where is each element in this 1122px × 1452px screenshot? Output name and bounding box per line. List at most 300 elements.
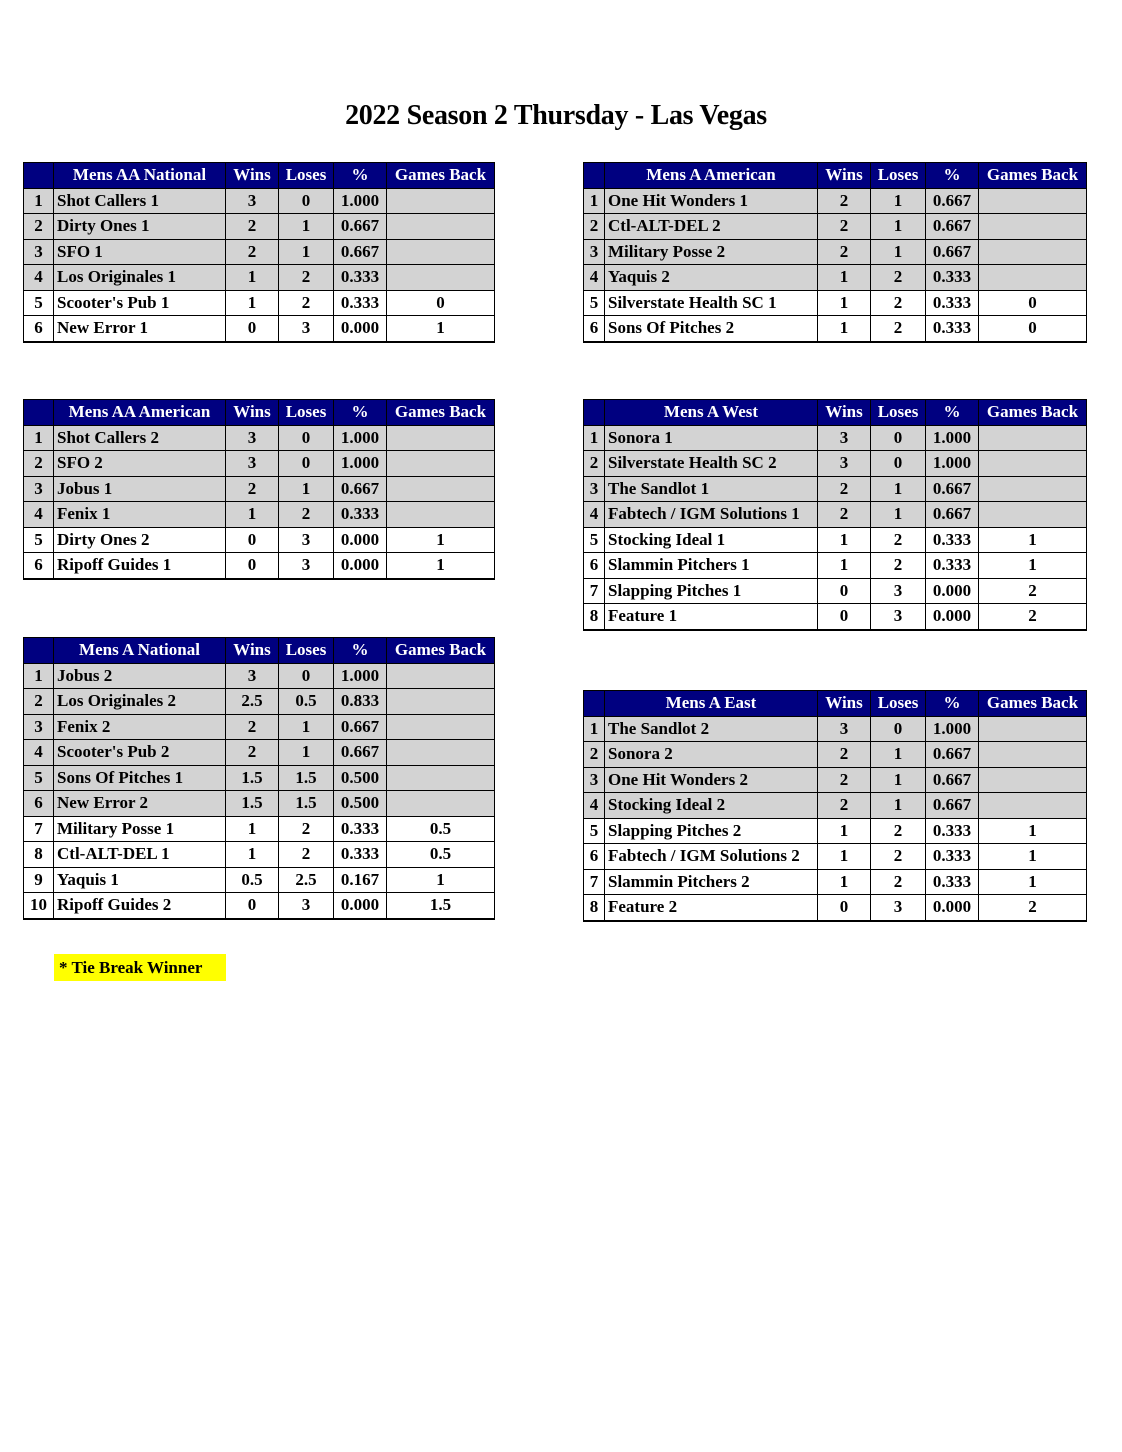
table-row xyxy=(584,451,1087,477)
rank-header xyxy=(584,163,605,189)
games-back-cell: 1 xyxy=(387,316,495,342)
team-name-cell: Ctl-ALT-DEL 1 xyxy=(54,842,226,868)
loses-cell: 2 xyxy=(871,265,926,291)
team-name-cell: Silverstate Health SC 1 xyxy=(605,290,818,316)
games-back-cell xyxy=(979,476,1087,502)
games-back-header: Games Back xyxy=(387,400,495,426)
loses-header: Loses xyxy=(279,638,334,664)
rank-cell: 10 xyxy=(24,893,54,919)
games-back-cell xyxy=(387,502,495,528)
tie-break-note: * Tie Break Winner xyxy=(54,954,226,981)
pct-cell: 0.667 xyxy=(334,239,387,265)
games-back-cell: 1 xyxy=(979,527,1087,553)
table-row xyxy=(584,742,1087,768)
table-row xyxy=(24,290,495,316)
table-row xyxy=(584,527,1087,553)
rank-cell: 7 xyxy=(584,869,605,895)
games-back-cell xyxy=(387,265,495,291)
games-back-header: Games Back xyxy=(979,691,1087,717)
table-row xyxy=(584,502,1087,528)
table-row xyxy=(24,816,495,842)
loses-cell: 2 xyxy=(279,502,334,528)
wins-cell: 1 xyxy=(818,553,871,579)
division-name: Mens A National xyxy=(54,638,226,664)
games-back-cell xyxy=(387,765,495,791)
pct-cell: 0.000 xyxy=(334,316,387,342)
loses-header: Loses xyxy=(871,691,926,717)
rank-cell: 3 xyxy=(24,476,54,502)
loses-cell: 2 xyxy=(871,316,926,342)
pct-cell: 0.000 xyxy=(926,578,979,604)
loses-cell: 1.5 xyxy=(279,791,334,817)
team-name-cell: Los Originales 2 xyxy=(54,689,226,715)
games-back-cell xyxy=(387,740,495,766)
pct-cell: 0.667 xyxy=(926,476,979,502)
table-row xyxy=(24,867,495,893)
pct-cell: 0.500 xyxy=(334,765,387,791)
wins-cell: 0 xyxy=(818,604,871,630)
wins-cell: 2 xyxy=(818,767,871,793)
loses-cell: 2 xyxy=(871,553,926,579)
table-row xyxy=(584,767,1087,793)
rank-cell: 4 xyxy=(24,502,54,528)
pct-cell: 0.000 xyxy=(334,527,387,553)
games-back-cell xyxy=(979,793,1087,819)
standings-table-mens-aa-national xyxy=(23,162,495,343)
loses-cell: 2 xyxy=(871,290,926,316)
division-name: Mens A East xyxy=(605,691,818,717)
wins-cell: 2 xyxy=(226,239,279,265)
pct-cell: 0.333 xyxy=(926,527,979,553)
wins-cell: 2 xyxy=(818,502,871,528)
loses-cell: 1 xyxy=(279,214,334,240)
pct-cell: 1.000 xyxy=(334,663,387,689)
table-row xyxy=(24,527,495,553)
page-title: 2022 Season 2 Thursday - Las Vegas xyxy=(345,100,767,131)
wins-cell: 1 xyxy=(818,527,871,553)
loses-cell: 0 xyxy=(279,663,334,689)
loses-cell: 3 xyxy=(279,527,334,553)
games-back-header: Games Back xyxy=(387,163,495,189)
pct-cell: 0.500 xyxy=(334,791,387,817)
pct-cell: 0.667 xyxy=(926,767,979,793)
wins-cell: 3 xyxy=(226,663,279,689)
loses-header: Loses xyxy=(279,400,334,426)
wins-header: Wins xyxy=(226,638,279,664)
team-name-cell: Sonora 2 xyxy=(605,742,818,768)
games-back-cell xyxy=(387,791,495,817)
team-name-cell: Silverstate Health SC 2 xyxy=(605,451,818,477)
team-name-cell: Ripoff Guides 2 xyxy=(54,893,226,919)
rank-header xyxy=(584,400,605,426)
games-back-cell: 0.5 xyxy=(387,842,495,868)
wins-cell: 3 xyxy=(226,188,279,214)
team-name-cell: Yaquis 1 xyxy=(54,867,226,893)
loses-cell: 1.5 xyxy=(279,765,334,791)
division-name: Mens A West xyxy=(605,400,818,426)
team-name-cell: Slammin Pitchers 2 xyxy=(605,869,818,895)
loses-cell: 0.5 xyxy=(279,689,334,715)
table-row xyxy=(584,290,1087,316)
wins-cell: 1 xyxy=(818,844,871,870)
rank-cell: 2 xyxy=(584,214,605,240)
games-back-cell xyxy=(979,502,1087,528)
team-name-cell: Fenix 1 xyxy=(54,502,226,528)
games-back-cell xyxy=(979,716,1087,742)
table-row xyxy=(584,793,1087,819)
table-row xyxy=(24,689,495,715)
loses-cell: 2.5 xyxy=(279,867,334,893)
table-row xyxy=(24,239,495,265)
loses-cell: 3 xyxy=(279,316,334,342)
table-row xyxy=(24,476,495,502)
games-back-cell xyxy=(387,188,495,214)
rank-cell: 2 xyxy=(24,689,54,715)
header-row xyxy=(24,400,495,426)
table-row xyxy=(584,844,1087,870)
rank-cell: 8 xyxy=(584,604,605,630)
games-back-cell xyxy=(387,425,495,451)
rank-cell: 8 xyxy=(584,895,605,921)
team-name-cell: Sons Of Pitches 2 xyxy=(605,316,818,342)
games-back-cell xyxy=(979,742,1087,768)
pct-cell: 0.333 xyxy=(926,553,979,579)
wins-cell: 3 xyxy=(818,451,871,477)
rank-header xyxy=(584,691,605,717)
games-back-cell: 1 xyxy=(979,553,1087,579)
rank-cell: 1 xyxy=(24,663,54,689)
rank-cell: 3 xyxy=(24,239,54,265)
wins-cell: 1 xyxy=(226,290,279,316)
team-name-cell: Yaquis 2 xyxy=(605,265,818,291)
rank-cell: 6 xyxy=(584,553,605,579)
wins-cell: 2 xyxy=(226,476,279,502)
wins-cell: 0 xyxy=(818,895,871,921)
pct-cell: 0.333 xyxy=(926,869,979,895)
loses-cell: 1 xyxy=(871,188,926,214)
table-row xyxy=(24,842,495,868)
loses-cell: 0 xyxy=(279,425,334,451)
table-row xyxy=(24,893,495,919)
wins-cell: 1 xyxy=(226,265,279,291)
loses-cell: 2 xyxy=(279,842,334,868)
table-row xyxy=(24,740,495,766)
wins-cell: 1 xyxy=(818,869,871,895)
team-name-cell: Feature 2 xyxy=(605,895,818,921)
loses-cell: 1 xyxy=(871,239,926,265)
wins-cell: 2 xyxy=(818,188,871,214)
team-name-cell: Ripoff Guides 1 xyxy=(54,553,226,579)
loses-cell: 2 xyxy=(279,816,334,842)
loses-cell: 1 xyxy=(279,714,334,740)
rank-cell: 6 xyxy=(584,316,605,342)
pct-cell: 1.000 xyxy=(926,451,979,477)
table-row xyxy=(584,716,1087,742)
table-row xyxy=(584,895,1087,921)
wins-cell: 1 xyxy=(226,502,279,528)
table-row xyxy=(584,476,1087,502)
games-back-cell xyxy=(979,265,1087,291)
loses-cell: 2 xyxy=(871,869,926,895)
team-name-cell: Slapping Pitches 1 xyxy=(605,578,818,604)
rank-cell: 3 xyxy=(584,239,605,265)
games-back-cell: 1 xyxy=(979,818,1087,844)
wins-cell: 1 xyxy=(226,816,279,842)
wins-cell: 0 xyxy=(818,578,871,604)
team-name-cell: Scooter's Pub 1 xyxy=(54,290,226,316)
team-name-cell: Feature 1 xyxy=(605,604,818,630)
table-row xyxy=(24,791,495,817)
loses-cell: 2 xyxy=(871,527,926,553)
team-name-cell: Los Originales 1 xyxy=(54,265,226,291)
pct-cell: 0.667 xyxy=(334,714,387,740)
table-row xyxy=(584,869,1087,895)
rank-cell: 6 xyxy=(584,844,605,870)
wins-cell: 2 xyxy=(818,793,871,819)
team-name-cell: New Error 2 xyxy=(54,791,226,817)
loses-header: Loses xyxy=(871,400,926,426)
games-back-cell xyxy=(387,239,495,265)
wins-header: Wins xyxy=(818,163,871,189)
team-name-cell: Sons Of Pitches 1 xyxy=(54,765,226,791)
pct-cell: 0.667 xyxy=(926,502,979,528)
loses-cell: 3 xyxy=(871,578,926,604)
header-row xyxy=(584,691,1087,717)
rank-cell: 4 xyxy=(584,502,605,528)
rank-cell: 8 xyxy=(24,842,54,868)
team-name-cell: Ctl-ALT-DEL 2 xyxy=(605,214,818,240)
loses-header: Loses xyxy=(871,163,926,189)
table-row xyxy=(584,604,1087,630)
games-back-cell: 2 xyxy=(979,604,1087,630)
table-row xyxy=(584,239,1087,265)
table-row xyxy=(584,553,1087,579)
rank-cell: 1 xyxy=(584,716,605,742)
team-name-cell: One Hit Wonders 2 xyxy=(605,767,818,793)
team-name-cell: New Error 1 xyxy=(54,316,226,342)
pct-header: % xyxy=(334,638,387,664)
games-back-cell: 1 xyxy=(387,867,495,893)
games-back-cell: 1 xyxy=(387,553,495,579)
loses-cell: 1 xyxy=(279,740,334,766)
team-name-cell: Fabtech / IGM Solutions 1 xyxy=(605,502,818,528)
loses-cell: 3 xyxy=(279,893,334,919)
team-name-cell: SFO 2 xyxy=(54,451,226,477)
pct-cell: 0.667 xyxy=(334,214,387,240)
team-name-cell: Jobus 1 xyxy=(54,476,226,502)
table-row xyxy=(24,425,495,451)
wins-cell: 3 xyxy=(226,451,279,477)
team-name-cell: Dirty Ones 1 xyxy=(54,214,226,240)
wins-cell: 2.5 xyxy=(226,689,279,715)
rank-cell: 7 xyxy=(584,578,605,604)
table-row xyxy=(24,316,495,342)
games-back-cell xyxy=(387,663,495,689)
pct-cell: 0.667 xyxy=(926,742,979,768)
loses-cell: 2 xyxy=(279,290,334,316)
division-name: Mens A American xyxy=(605,163,818,189)
wins-cell: 2 xyxy=(226,214,279,240)
rank-cell: 1 xyxy=(584,188,605,214)
team-name-cell: Fenix 2 xyxy=(54,714,226,740)
loses-cell: 1 xyxy=(871,502,926,528)
pct-cell: 0.333 xyxy=(926,290,979,316)
wins-cell: 1 xyxy=(818,290,871,316)
table-row xyxy=(584,316,1087,342)
loses-cell: 0 xyxy=(279,188,334,214)
table-row xyxy=(24,188,495,214)
games-back-cell xyxy=(387,214,495,240)
rank-cell: 1 xyxy=(584,425,605,451)
team-name-cell: Stocking Ideal 1 xyxy=(605,527,818,553)
rank-cell: 9 xyxy=(24,867,54,893)
wins-cell: 2 xyxy=(226,740,279,766)
team-name-cell: The Sandlot 1 xyxy=(605,476,818,502)
team-name-cell: Jobus 2 xyxy=(54,663,226,689)
team-name-cell: Dirty Ones 2 xyxy=(54,527,226,553)
table-row xyxy=(24,765,495,791)
pct-cell: 1.000 xyxy=(334,451,387,477)
rank-cell: 2 xyxy=(24,214,54,240)
games-back-cell xyxy=(979,188,1087,214)
loses-cell: 3 xyxy=(871,895,926,921)
rank-cell: 7 xyxy=(24,816,54,842)
pct-cell: 0.667 xyxy=(334,476,387,502)
team-name-cell: One Hit Wonders 1 xyxy=(605,188,818,214)
wins-cell: 1 xyxy=(226,842,279,868)
games-back-cell xyxy=(979,451,1087,477)
pct-cell: 0.333 xyxy=(334,502,387,528)
rank-cell: 4 xyxy=(584,793,605,819)
loses-cell: 1 xyxy=(279,476,334,502)
wins-cell: 2 xyxy=(818,742,871,768)
team-name-cell: Shot Callers 2 xyxy=(54,425,226,451)
pct-cell: 0.333 xyxy=(926,316,979,342)
loses-cell: 2 xyxy=(871,844,926,870)
rank-cell: 6 xyxy=(24,791,54,817)
team-name-cell: SFO 1 xyxy=(54,239,226,265)
loses-cell: 0 xyxy=(871,425,926,451)
rank-cell: 4 xyxy=(584,265,605,291)
rank-cell: 6 xyxy=(24,553,54,579)
rank-cell: 2 xyxy=(24,451,54,477)
wins-header: Wins xyxy=(226,400,279,426)
rank-cell: 5 xyxy=(584,527,605,553)
games-back-cell xyxy=(387,451,495,477)
team-name-cell: Fabtech / IGM Solutions 2 xyxy=(605,844,818,870)
wins-cell: 0.5 xyxy=(226,867,279,893)
pct-cell: 0.333 xyxy=(926,265,979,291)
wins-cell: 1 xyxy=(818,818,871,844)
team-name-cell: Stocking Ideal 2 xyxy=(605,793,818,819)
games-back-cell: 0 xyxy=(979,316,1087,342)
team-name-cell: Military Posse 2 xyxy=(605,239,818,265)
games-back-cell: 0 xyxy=(387,290,495,316)
division-name: Mens AA American xyxy=(54,400,226,426)
table-row xyxy=(584,188,1087,214)
team-name-cell: Slapping Pitches 2 xyxy=(605,818,818,844)
header-row xyxy=(584,400,1087,426)
pct-header: % xyxy=(334,163,387,189)
rank-cell: 5 xyxy=(584,290,605,316)
wins-cell: 0 xyxy=(226,893,279,919)
pct-cell: 0.667 xyxy=(926,188,979,214)
wins-header: Wins xyxy=(226,163,279,189)
table-row xyxy=(24,714,495,740)
rank-header xyxy=(24,638,54,664)
table-row xyxy=(24,502,495,528)
rank-cell: 3 xyxy=(24,714,54,740)
wins-cell: 3 xyxy=(226,425,279,451)
rank-cell: 4 xyxy=(24,265,54,291)
table-row xyxy=(24,451,495,477)
team-name-cell: Scooter's Pub 2 xyxy=(54,740,226,766)
standings-table-mens-a-national xyxy=(23,637,495,920)
loses-cell: 1 xyxy=(871,214,926,240)
division-name: Mens AA National xyxy=(54,163,226,189)
standings-table-mens-a-west xyxy=(583,399,1087,631)
pct-cell: 0.667 xyxy=(926,214,979,240)
standings-table-mens-aa-american xyxy=(23,399,495,580)
pct-cell: 1.000 xyxy=(334,425,387,451)
pct-cell: 0.000 xyxy=(334,893,387,919)
loses-cell: 0 xyxy=(279,451,334,477)
table-row xyxy=(24,663,495,689)
pct-cell: 1.000 xyxy=(334,188,387,214)
header-row xyxy=(24,638,495,664)
wins-cell: 2 xyxy=(226,714,279,740)
games-back-header: Games Back xyxy=(387,638,495,664)
games-back-cell xyxy=(979,214,1087,240)
standings-table-mens-a-american xyxy=(583,162,1087,343)
table-row xyxy=(584,425,1087,451)
rank-cell: 5 xyxy=(584,818,605,844)
pct-cell: 1.000 xyxy=(926,425,979,451)
pct-header: % xyxy=(334,400,387,426)
wins-cell: 2 xyxy=(818,239,871,265)
loses-cell: 2 xyxy=(871,818,926,844)
table-row xyxy=(584,578,1087,604)
wins-cell: 0 xyxy=(226,316,279,342)
rank-cell: 1 xyxy=(24,188,54,214)
team-name-cell: Military Posse 1 xyxy=(54,816,226,842)
team-name-cell: Slammin Pitchers 1 xyxy=(605,553,818,579)
pct-cell: 1.000 xyxy=(926,716,979,742)
pct-cell: 0.667 xyxy=(926,793,979,819)
loses-cell: 1 xyxy=(871,476,926,502)
rank-cell: 4 xyxy=(24,740,54,766)
pct-cell: 0.333 xyxy=(334,816,387,842)
wins-cell: 0 xyxy=(226,527,279,553)
rank-cell: 2 xyxy=(584,742,605,768)
loses-cell: 3 xyxy=(871,604,926,630)
pct-header: % xyxy=(926,400,979,426)
wins-cell: 1 xyxy=(818,316,871,342)
table-row xyxy=(584,265,1087,291)
pct-cell: 0.000 xyxy=(926,895,979,921)
loses-cell: 2 xyxy=(279,265,334,291)
table-row xyxy=(584,818,1087,844)
rank-cell: 1 xyxy=(24,425,54,451)
header-row xyxy=(24,163,495,189)
rank-cell: 3 xyxy=(584,767,605,793)
rank-cell: 2 xyxy=(584,451,605,477)
games-back-cell: 1 xyxy=(387,527,495,553)
standings-table-mens-a-east xyxy=(583,690,1087,922)
loses-cell: 0 xyxy=(871,716,926,742)
rank-cell: 3 xyxy=(584,476,605,502)
table-row xyxy=(24,265,495,291)
